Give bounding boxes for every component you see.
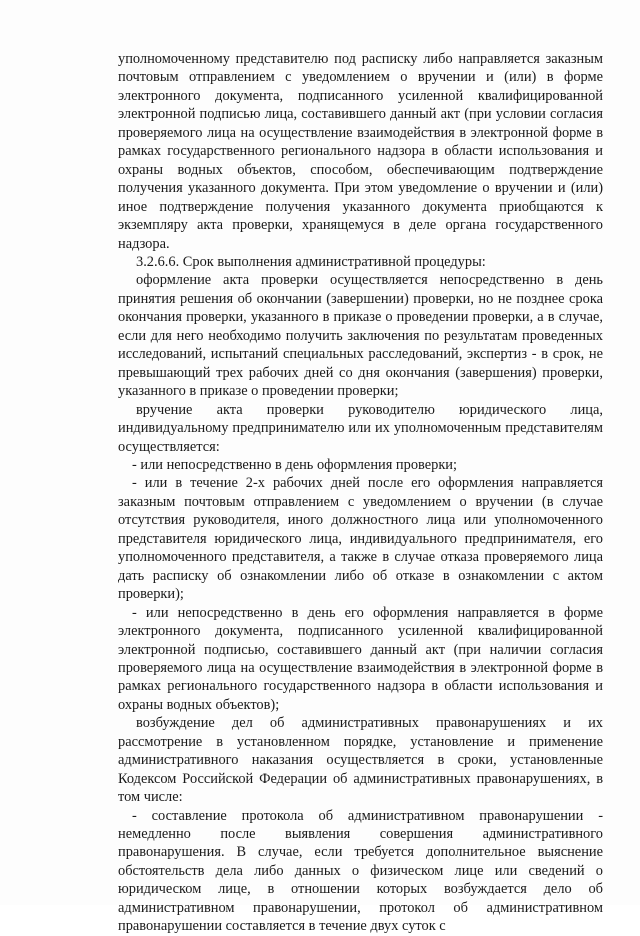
paragraph: уполномоченному представителю под расписку либо направляется заказным почтовым отправлением с уведомлением о вручении и (или) в форме электронного документа, подписанного усиленной квалифицированной электронной подписью лица, составившего данный акт (при условии согласия проверяемого лица на осуществление взаимодействия в электронной форме в рамках государственного регионального надзора в области использования и охраны водных объектов, способом, обеспечивающим подтверждение получения указанного документа. При этом уведомление о вручении и (или) иное подтверждение получения указанного документа приобщаются к экземпляру акта проверки, хранящемуся в деле органа государственного надзора.: [118, 51, 603, 252]
list-item: - или непосредственно в день оформления проверки;: [132, 456, 458, 473]
paragraph: оформление акта проверки осуществляется непосредственно в день принятия решения об окончании (завершении) проверки, но не позднее срока окончания проверки, указанного в приказе о проведении проверки, а в случае, если для него необходимо получить заключения по результатам проведенных исследований, испытаний специальных расследований, экспертиз - в срок, не превышающий трех рабочих дней со дня окончания (завершения) проверки, указанного в приказе о проведении проверки;: [118, 272, 603, 400]
document-body: [118, 50, 603, 936]
paragraph: вручение акта проверки руководителю юридического лица, индивидуальному предпринимателю или их уполномоченным представителям осуществляется:: [118, 401, 603, 455]
list-item: - или непосредственно в день его оформления направляется в форме электронного документа, подписанного усиленной квалифицированной электронной подписью, составившего данный акт (при наличии согласия проверяемого лица на осуществление взаимодействия в электронной форме в рамках регионального государственного надзора в области использования и охраны водных объектов);: [118, 604, 603, 713]
list-item: - или в течение 2-х рабочих дней после его оформления направляется заказным почтовым отправлением с уведомлением о вручении (в случае отсутствия руководителя, иного должностного лица или уполномоченного представителя юридического лица, индивидуального предпринимателя, его уполномоченного представителя, а также в случае отказа проверяемого лица дать расписку об ознакомлении либо об отказе в ознакомлении с актом проверки);: [118, 475, 603, 603]
paragraph: возбуждение дел об административных правонарушениях и их рассмотрение в установленном порядке, установление и применение административного наказания осуществляется в сроки, установленные Кодексом Российской Федерации об административных правонарушениях, в том числе:: [118, 715, 603, 806]
list-item: - составление протокола об административном правонарушении - немедленно после выявления совершения административного правонарушения. В случае, если требуется дополнительное выяснение обстоятельств дела либо данных о физическом лице или сведений о юридическом лице, в отношении которых возбуждается дело об административном правонарушении, протокол об административном правонарушении составляется в течение двух суток с: [118, 807, 603, 935]
section-heading: 3.2.6.6. Срок выполнения административной процедуры:: [136, 253, 486, 270]
